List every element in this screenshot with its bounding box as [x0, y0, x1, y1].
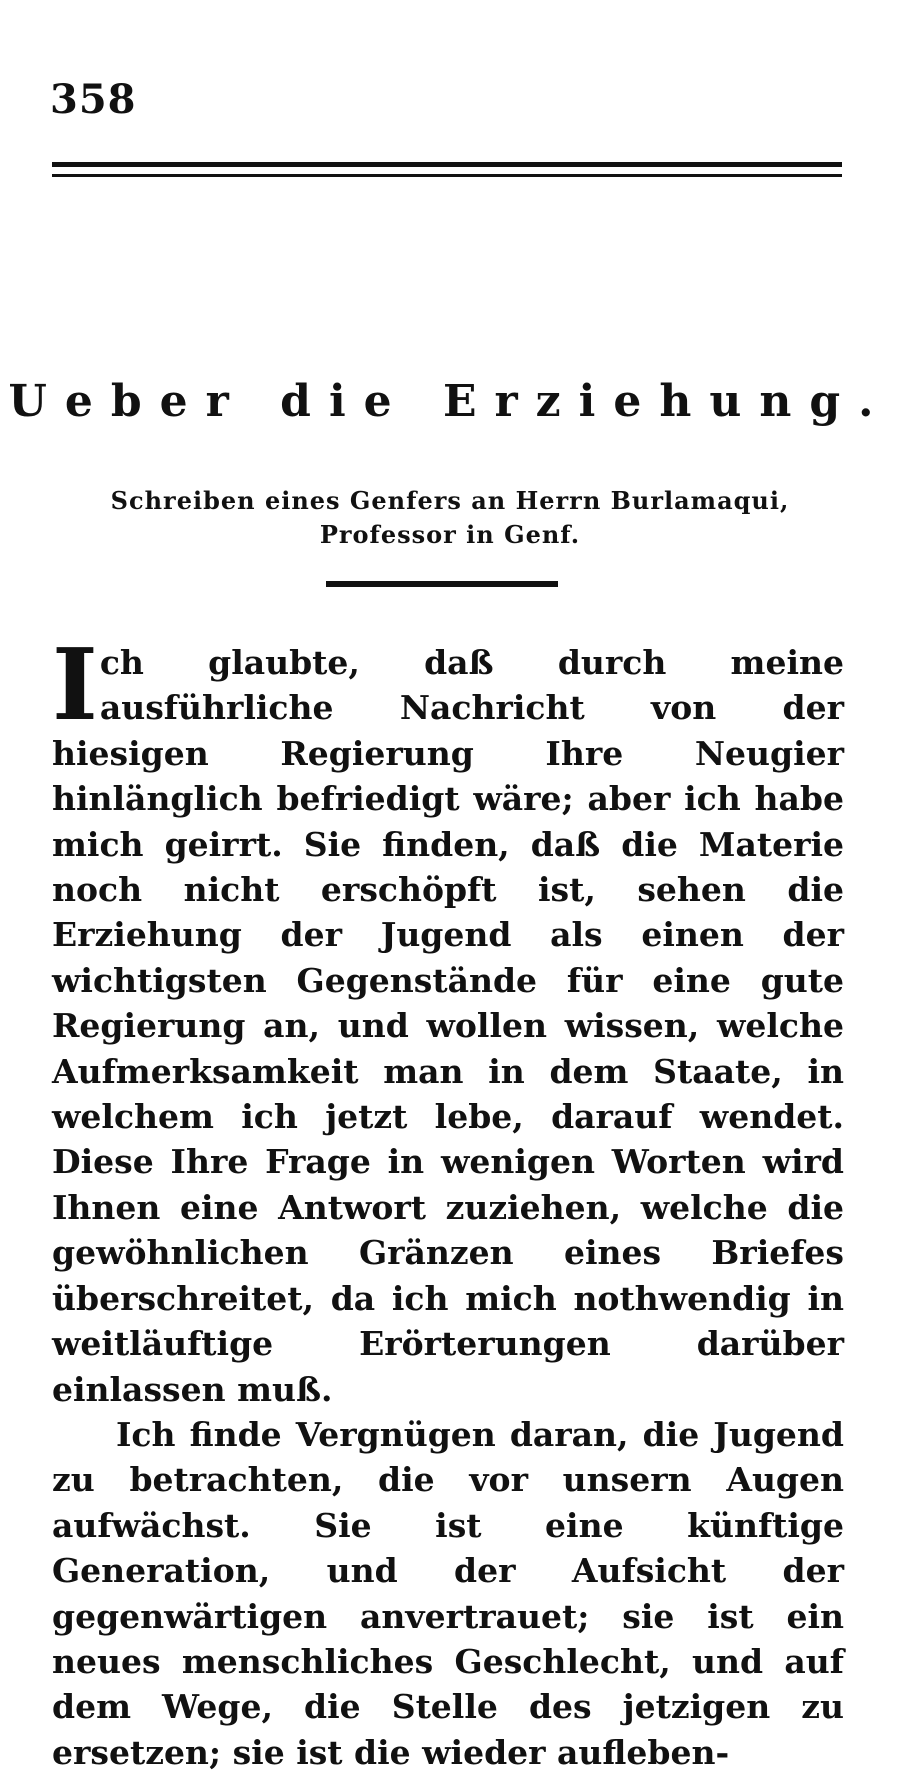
- paragraph-1-text: ch glaubte, daß durch meine ausführliche Nachricht von der hiesigen Regierung Ihre Neugier hinlänglich befriedigt wäre; aber ich habe mich geirrt. Sie finden, daß die Materie noch nicht erschöpft ist, sehen die Erziehung der Jugend als einen der wichtigsten Gegenstände für eine gute Regierung an, und wollen wissen, welche Aufmerksamkeit man in dem Staate, in welchem ich jetzt lebe, darauf wendet. Diese Ihre Frage in wenigen Worten wird Ihnen eine Antwort zuziehen, welche die gewöhnlichen Gränzen eines Briefes überschreitet, da ich mich nothwendig in weitläuftige Erörterungen darüber einlassen muß.: [52, 643, 844, 1409]
- page-number: 358: [50, 76, 137, 123]
- drop-cap: I: [52, 628, 98, 743]
- header-rule-thin: [52, 174, 842, 177]
- chapter-subtitle: Schreiben eines Genfers an Herrn Burlamaqui, Professor in Genf.: [110, 486, 790, 549]
- header-double-rule: [52, 162, 842, 177]
- section-divider: [326, 581, 558, 587]
- paragraph-2: [52, 1412, 844, 1775]
- chapter-title: Ueber die Erziehung.: [8, 376, 892, 427]
- paragraph-1: [52, 628, 844, 1412]
- header-rule-thick: [52, 162, 842, 167]
- paragraph-2-text: Ich finde Vergnügen daran, die Jugend zu betrachten, die vor unsern Augen aufwächst. Sie ist eine künftige Generation, und der Aufsicht der gegenwärtigen anvertrauet; sie ist ein neues menschliches Geschlecht, und auf dem Wege, die Stelle des jetzigen zu ersetzen; sie ist die wieder aufleben-: [52, 1414, 844, 1772]
- body-text: [52, 628, 844, 1775]
